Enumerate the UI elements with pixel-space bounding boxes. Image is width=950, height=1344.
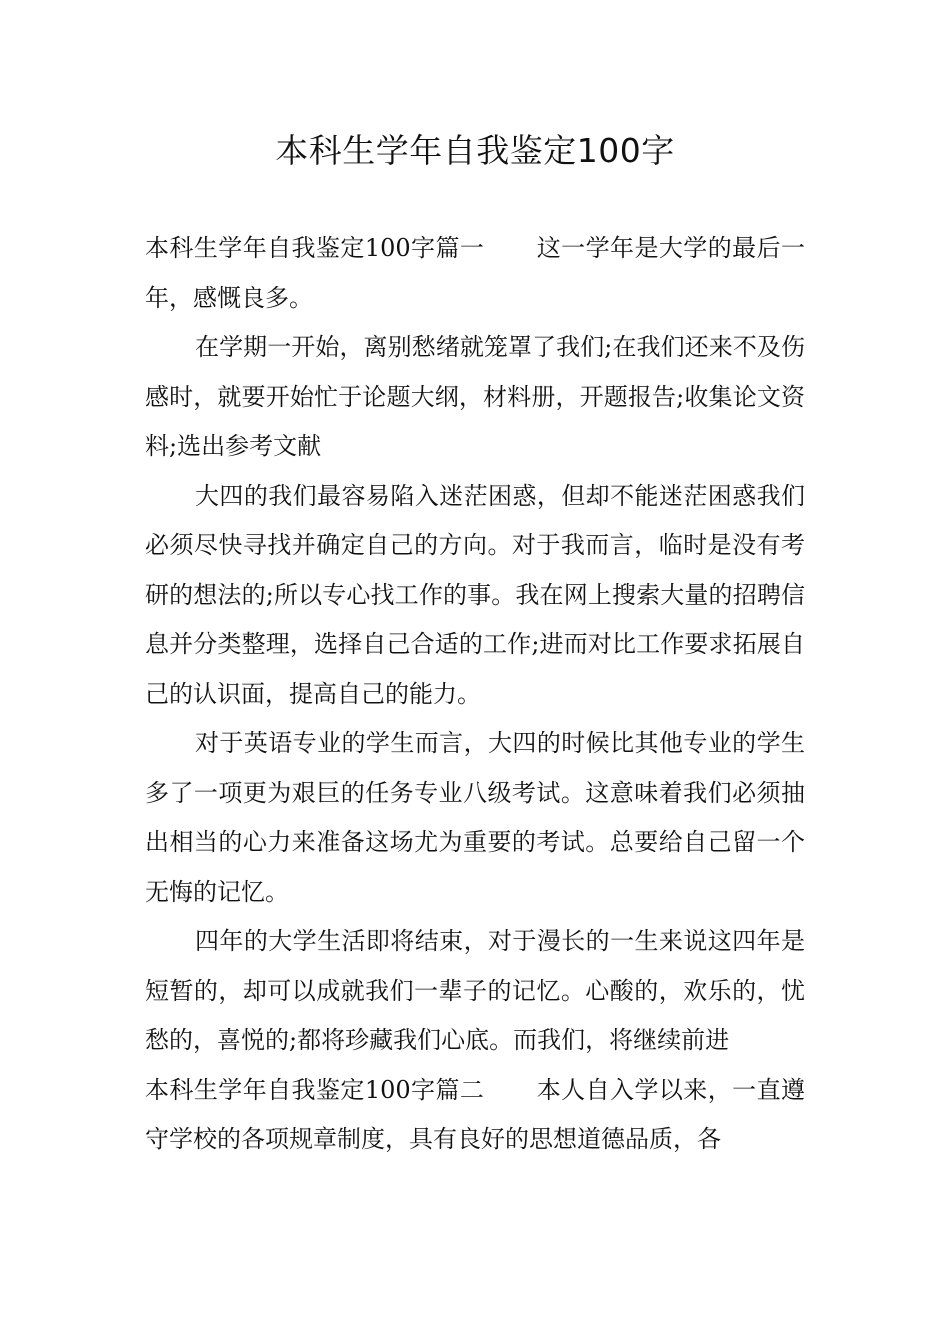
paragraph-section-two-intro <box>145 1066 805 1165</box>
paragraph-section-one-intro <box>145 224 805 323</box>
document-title: 本科生学年自我鉴定100字 <box>275 131 675 170</box>
section-heading-two: 本科生学年自我鉴定100字篇二 <box>145 1075 485 1104</box>
paragraph: 大四的我们最容易陷入迷茫困惑，但却不能迷茫困惑我们必须尽快寻找并确定自己的方向。对于我而言，临时是没有考研的想法的;所以专心找工作的事。我在网上搜索大量的招聘信息并分类整理，选择自己合适的工作;进而对比工作要求拓展自己的认识面，提高自己的能力。 <box>145 481 805 708</box>
paragraph: 在学期一开始，离别愁绪就笼罩了我们;在我们还来不及伤感时，就要开始忙于论题大纲，材料册，开题报告;收集论文资料;选出参考文献 <box>145 333 805 460</box>
section-heading-one: 本科生学年自我鉴定100字篇一 <box>145 234 485 262</box>
paragraph: 四年的大学生活即将结束，对于漫长的一生来说这四年是短暂的，却可以成就我们一辈子的记忆。心酸的，欢乐的，忧愁的，喜悦的;都将珍藏我们心底。而我们，将继续前进 <box>145 927 805 1054</box>
document-body <box>145 224 805 1165</box>
paragraph: 对于英语专业的学生而言，大四的时候比其他专业的学生多了一项更为艰巨的任务专业八级考试。这意味着我们必须抽出相当的心力来准备这场尤为重要的考试。总要给自己留一个无悔的记忆。 <box>145 729 805 906</box>
paragraph-text: 本人自入学以来，一直遵守学校的各项规章制度，具有良好的思想道德品质，各 <box>145 1075 805 1153</box>
paragraph-text: 这一学年是大学的最后一年，感慨良多。 <box>145 234 805 312</box>
